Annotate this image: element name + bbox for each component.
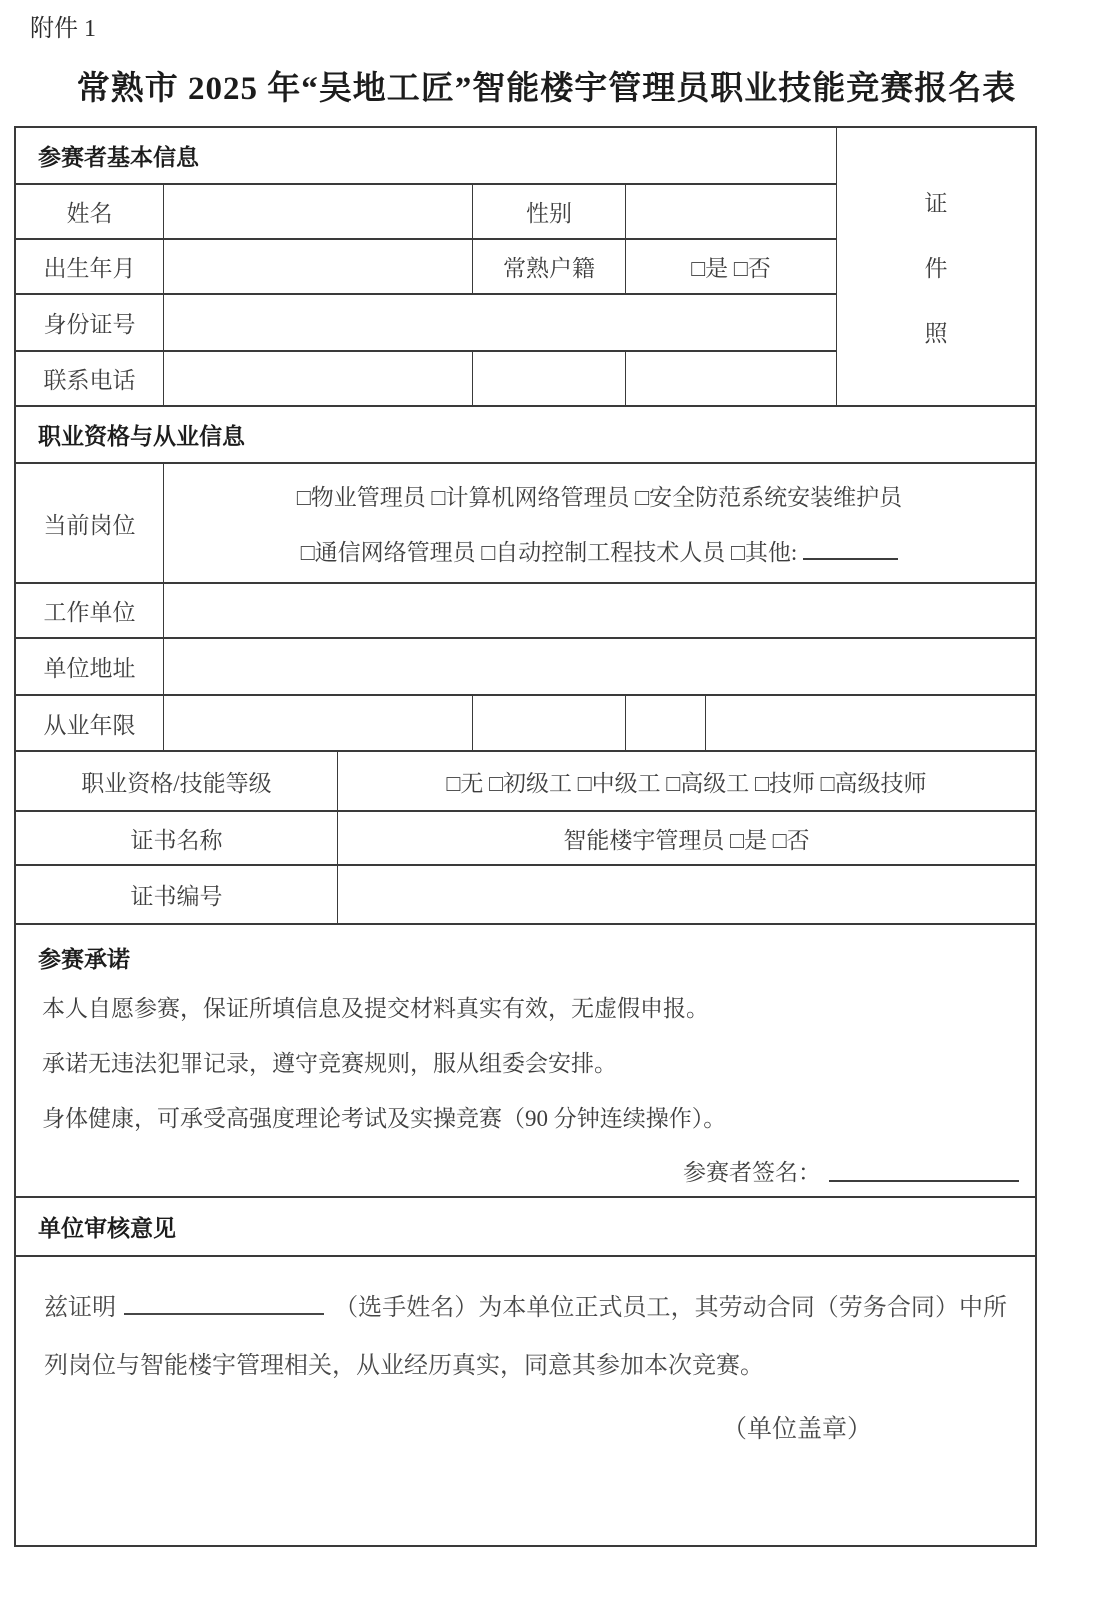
photo-char-1: 证 (924, 191, 948, 216)
years-extra-cell-3 (705, 696, 1035, 750)
qualification-label: 职业资格/技能等级 (81, 770, 272, 796)
row-birth-household (16, 238, 836, 293)
row-employer (16, 582, 1035, 637)
birth-value-cell (163, 240, 472, 293)
row-qualification-level (16, 750, 1035, 810)
pledge-line-1: 本人自愿参赛，保证所填信息及提交材料真实有效，无虚假申报。 (42, 996, 709, 1021)
page-title: 常熟市 2025 年“吴地工匠”智能楼宇管理员职业技能竞赛报名表 (76, 71, 1017, 107)
signature-label: 参赛者签名： (683, 1159, 821, 1185)
years-value-cell (163, 696, 472, 750)
row-id-number (16, 293, 836, 350)
other-position-blank (803, 536, 898, 560)
birth-label: 出生年月 (43, 256, 136, 281)
attachment-label: 附件 1 (30, 16, 96, 42)
address-value-cell (163, 639, 1035, 694)
position-options-line2 (301, 534, 899, 567)
position-options-line1: □物业管理员 □计算机网络管理员 □安全防范系统安装维护员 (296, 485, 903, 510)
unit-seal-label: （单位盖章） (721, 1415, 872, 1443)
photo-char-2: 件 (924, 256, 948, 281)
certification-text (44, 1279, 1007, 1395)
row-years (16, 694, 1035, 750)
row-current-position (16, 462, 1035, 582)
section-career-info (16, 405, 1035, 923)
section-review-body (16, 1255, 1035, 1545)
certification-prefix: 兹证明 (44, 1294, 117, 1321)
name-value-cell (163, 185, 472, 238)
employer-value-cell (163, 584, 1035, 637)
cert-number-value-cell (337, 866, 1035, 923)
cert-name-value: 智能楼宇管理员 □是 □否 (337, 812, 1035, 864)
employer-label: 工作单位 (43, 600, 136, 625)
row-name-gender (16, 183, 836, 238)
pledge-line-2: 承诺无违法犯罪记录，遵守竞赛规则，服从组委会安排。 (42, 1051, 617, 1076)
household-label: 常熟户籍 (472, 240, 625, 293)
section-review-header (16, 1196, 1035, 1255)
position-options-line2-text: □通信网络管理员 □自动控制工程技术人员 □其他: (300, 540, 798, 565)
review-section-title: 单位审核意见 (38, 1214, 176, 1241)
phone-label: 联系电话 (43, 368, 136, 393)
signature-blank (829, 1158, 1019, 1182)
gender-label: 性别 (472, 185, 625, 238)
row-cert-number (16, 864, 1035, 923)
address-label: 单位地址 (43, 656, 136, 681)
cert-name-label: 证书名称 (130, 827, 223, 853)
years-extra-cell-1 (472, 696, 625, 750)
career-section-title: 职业资格与从业信息 (38, 423, 245, 449)
phone-value-cell (163, 352, 472, 405)
id-photo-box (836, 128, 1035, 405)
gender-value-cell (625, 185, 836, 238)
qualification-checkboxes: □无 □初级工 □中级工 □高级工 □技师 □高级技师 (337, 752, 1035, 810)
years-extra-cell-2 (625, 696, 705, 750)
registration-form-table (14, 126, 1037, 1547)
phone-extra-cell-1 (472, 352, 625, 405)
current-position-label: 当前岗位 (43, 512, 136, 538)
section-basic-info (16, 128, 1035, 405)
row-address (16, 637, 1035, 694)
household-checkboxes: □是 □否 (625, 240, 836, 293)
name-label: 姓名 (66, 201, 113, 226)
certification-rest: （选手姓名）为本单位正式员工，其劳动合同（劳务合同）中所列岗位与智能楼宇管理相关，从业经历真实，同意其参加本次竞赛。 (44, 1294, 1008, 1379)
current-position-options (163, 464, 1035, 582)
id-number-value-cell (163, 295, 836, 350)
pledge-line-3: 身体健康，可承受高强度理论考试及实操竞赛（90 分钟连续操作）。 (42, 1106, 727, 1131)
pledge-section-title: 参赛承诺 (38, 945, 130, 972)
id-number-label: 身份证号 (43, 312, 136, 337)
basic-info-grid (16, 128, 836, 405)
cert-number-label: 证书编号 (130, 884, 223, 909)
section-pledge (16, 923, 1035, 1196)
years-label: 从业年限 (43, 712, 136, 738)
signature-row (16, 1144, 1035, 1196)
row-phone (16, 350, 836, 405)
phone-extra-cell-2 (625, 352, 836, 405)
basic-info-section-title: 参赛者基本信息 (38, 144, 199, 170)
row-cert-name (16, 810, 1035, 864)
photo-char-3: 照 (924, 321, 948, 346)
contestant-name-blank (124, 1289, 324, 1314)
